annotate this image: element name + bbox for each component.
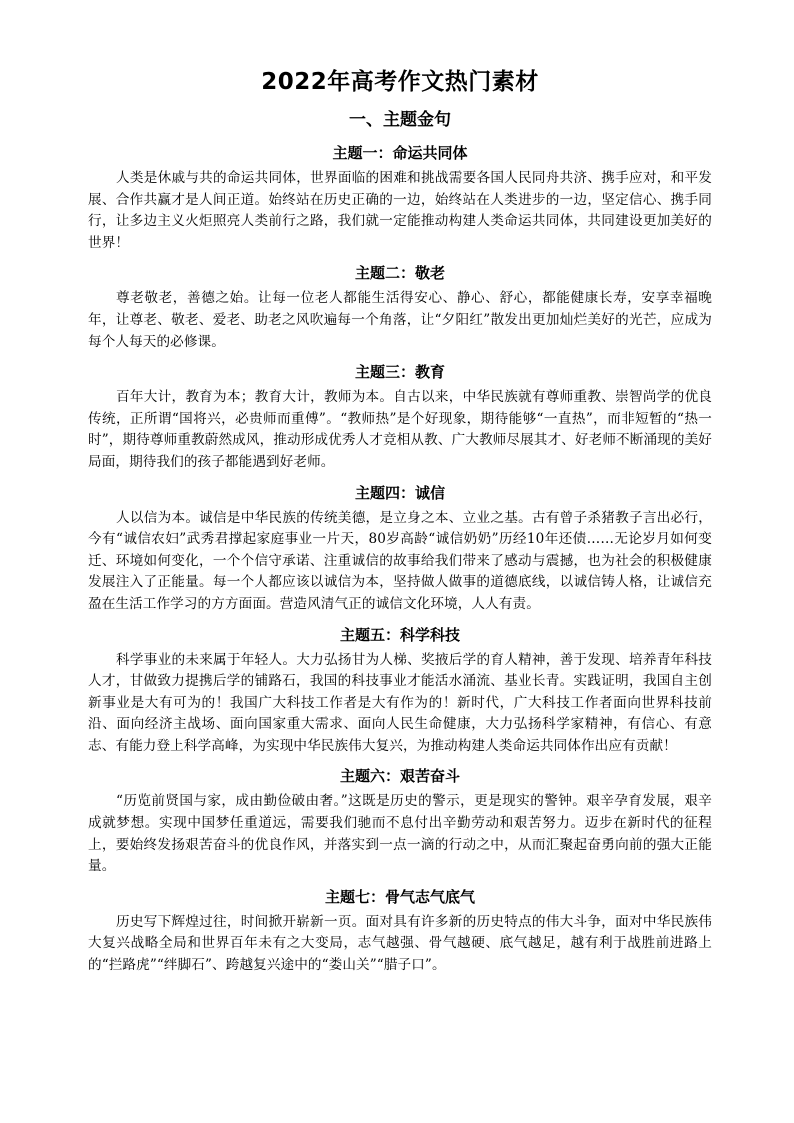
theme-heading: 主题六：艰苦奋斗: [339, 767, 460, 786]
theme-heading: 主题一：命运共同体: [332, 144, 468, 162]
theme-heading: 主题七：骨气志气底气: [324, 887, 475, 906]
theme-3: [88, 359, 712, 473]
theme-paragraph: 尊老敬老，善德之始。让每一位老人都能生活得安心、静心、舒心，都能健康长寿，安享幸福晚年，让尊老、敬老、爱老、助老之风吹遍每一个角落，让“夕阳红”散发出更加灿烂美好的光芒，应成为每个人每天的必修课。: [88, 290, 712, 350]
theme-paragraph: 百年大计，教育为本；教育大计，教师为本。自古以来，中华民族就有尊师重教、崇智尚学的优良传统，正所谓“国将兴，必贵师而重傅”。“教师热”是个好现象，期待能够“一直热”，而非短暂的“热一时”，期待尊师重教蔚然成风，推动形成优秀人才竞相从教、广大教师尽展其才、好老师不断涌现的美好局面，期待我们的孩子都能遇到好老师。: [88, 389, 712, 470]
theme-7: [88, 884, 712, 977]
document-title: 2022年高考作文热门素材: [261, 69, 539, 95]
theme-heading: 主题三：教育: [354, 363, 445, 382]
theme-2: [88, 260, 712, 353]
theme-paragraph: 人类是休戚与共的命运共同体，世界面临的困难和挑战需要各国人民同舟共济、携手应对，和平发展、合作共赢才是人间正道。始终站在历史正确的一边，始终站在人类进步的一边，坚定信心、携手同行，让多边主义火炬照亮人类前行之路，我们就一定能推动构建人类命运共同体，共同建设更加美好的世界！: [88, 170, 712, 251]
theme-paragraph: 科学事业的未来属于年轻人。大力弘扬甘为人梯、奖掖后学的育人精神，善于发现、培养青年科技人才，甘做致力提携后学的铺路石，我国的科技事业才能活水涌流、基业长青。实践证明，我国自主创新事业是大有可为的！我国广大科技工作者是大有作为的！新时代，广大科技工作者面向世界科技前沿、面向经济主战场、面向国家重大需求、面向人民生命健康，大力弘扬科学家精神，有信心、有意志、有能力登上科学高峰，为实现中华民族伟大复兴，为推动构建人类命运共同体作出应有贡献！: [88, 651, 712, 754]
theme-heading: 主题二：敬老: [354, 264, 445, 283]
theme-heading: 主题五：科学科技: [339, 625, 460, 644]
section-title: 一、主题金句: [349, 110, 451, 130]
theme-5: [88, 622, 712, 758]
theme-6: [88, 763, 712, 877]
theme-paragraph: “历览前贤国与家，成由勤俭破由奢。”这既是历史的警示，更是现实的警钟。艰辛孕育发展，艰辛成就梦想。实现中国梦任重道远，需要我们驰而不息付出辛勤劳动和艰苦努力。迈步在新时代的征程上，要始终发扬艰苦奋斗的优良作风，并落实到一点一滴的行动之中，从而汇聚起奋勇向前的强大正能量。: [88, 793, 712, 875]
theme-paragraph: 历史写下辉煌过往，时间掀开崭新一页。面对具有许多新的历史特点的伟大斗争，面对中华民族伟大复兴战略全局和世界百年未有之大变局，志气越强、骨气越硬、底气越足，越有利于战胜前进路上的“拦路虎”“绊脚石”、跨越复兴途中的“娄山关”“腊子口”。: [88, 913, 712, 974]
document-page: [88, 62, 712, 977]
theme-heading: 主题四：诚信: [354, 483, 445, 502]
theme-paragraph: 人以信为本。诚信是中华民族的传统美德，是立身之本、立业之基。古有曾子杀猪教子言出必行，今有“诚信农妇”武秀君撑起家庭事业一片天，80岁高龄“诚信奶奶”历经10年还债……无论岁月如何变迁、环境如何变化，一个个信守承诺、注重诚信的故事给我们带来了感动与震撼，也为社会的积极健康发展注入了正能量。每一个人都应该以诚信为本，坚持做人做事的道德底线，以诚信铸人格，让诚信充盈在生活工作学习的方方面面。营造风清气正的诚信文化环境，人人有责。: [88, 509, 712, 612]
theme-1: [88, 140, 712, 254]
theme-4: [88, 480, 712, 616]
